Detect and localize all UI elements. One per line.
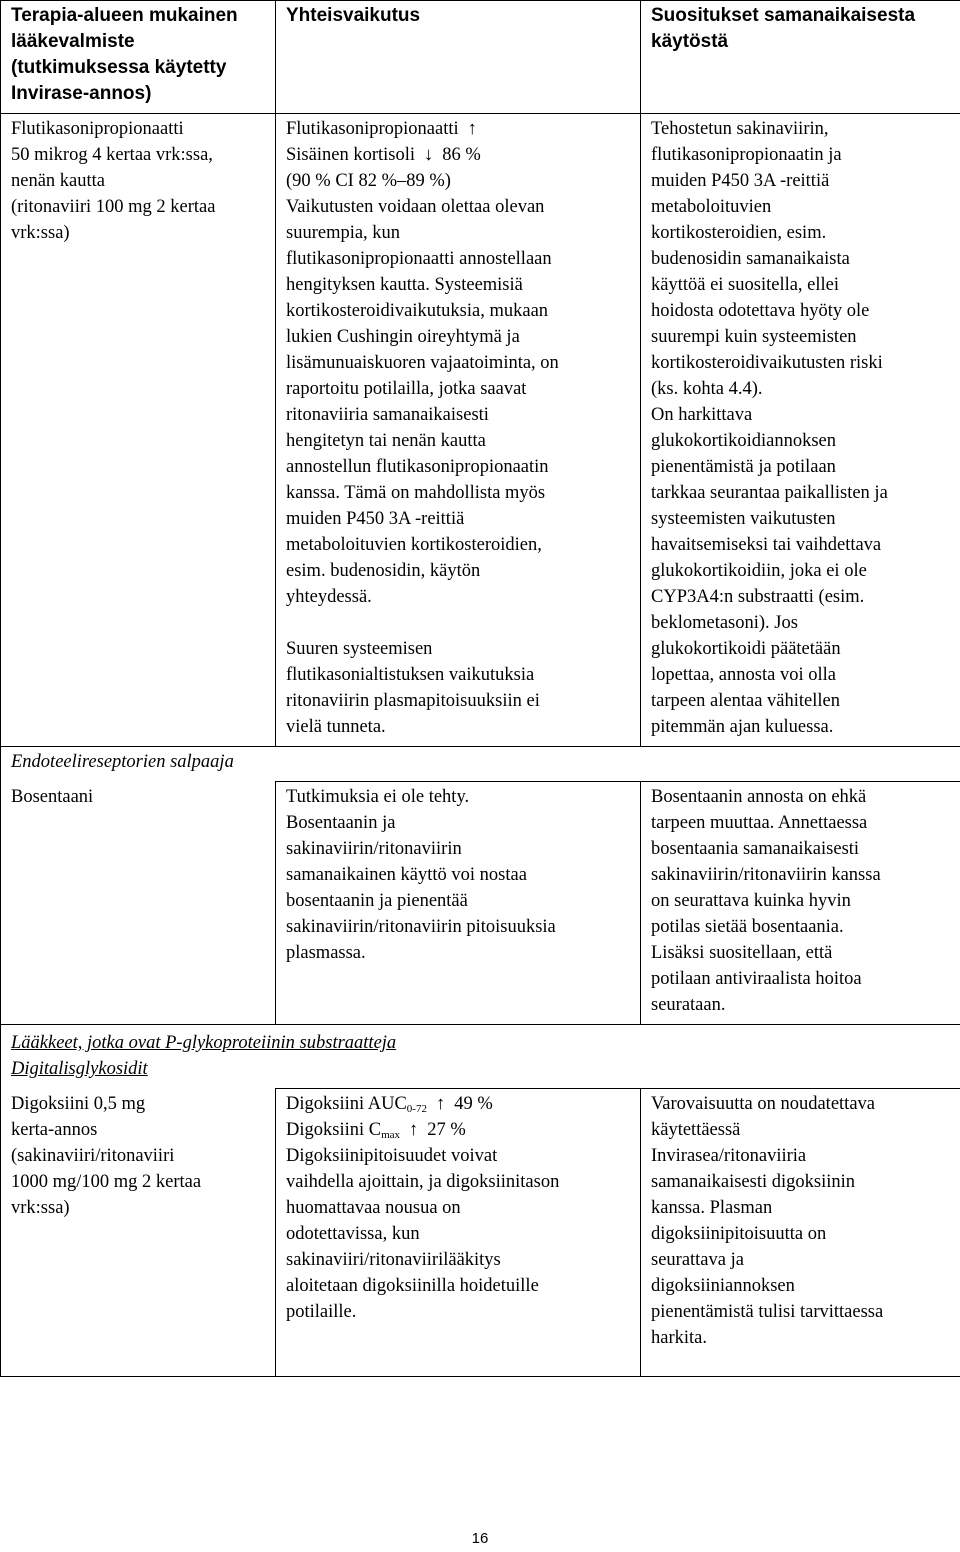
effect-line — [286, 1091, 630, 1117]
section-title: Endoteelireseptorien salpaaja — [11, 752, 234, 772]
effect-line: Digoksiinipitoisuudet voivat — [286, 1143, 630, 1169]
effect-text: Digoksiini AUC — [286, 1094, 407, 1114]
digoksiini-recommendation — [641, 1089, 960, 1377]
arrow-down-icon: ↓ — [420, 142, 438, 168]
effect-line: annostellun flutikasonipropionaatin — [286, 454, 630, 480]
drug-line: (sakinaviiri/ritonaviiri — [11, 1143, 265, 1169]
drug-line: vrk:ssa) — [11, 220, 265, 246]
recommendation-line: tarpeen alentaa vähitellen — [651, 688, 950, 714]
section-subtitle: Digitalisglykosidit — [11, 1056, 950, 1082]
subscript: max — [381, 1129, 400, 1141]
effect-line — [286, 116, 630, 142]
bosentaani-effect — [276, 782, 641, 1025]
recommendation-line: havaitsemiseksi tai vaihdettava — [651, 532, 950, 558]
recommendation-line: harkita. — [651, 1325, 950, 1351]
recommendation-line: kortikosteroidivaikutusten riski — [651, 350, 950, 376]
drug-line: vrk:ssa) — [11, 1195, 265, 1221]
effect-line: Tutkimuksia ei ole tehty. — [286, 784, 630, 810]
recommendation-line: hoidosta odotettava hyöty ole — [651, 298, 950, 324]
recommendation-line: pienentämistä ja potilaan — [651, 454, 950, 480]
effect-line: odotettavissa, kun — [286, 1221, 630, 1247]
recommendation-line: Varovaisuutta on noudatettava — [651, 1091, 950, 1117]
recommendation-line: sakinaviirin/ritonaviirin kanssa — [651, 862, 950, 888]
digoksiini-drug — [1, 1089, 276, 1377]
effect-line: (90 % CI 82 %–89 %) — [286, 168, 630, 194]
recommendation-line: samanaikaisesti digoksiinin — [651, 1169, 950, 1195]
bosentaani-row — [1, 782, 960, 1025]
drug-line: Flutikasonipropionaatti — [11, 116, 265, 142]
header-recommendation-line: käytöstä — [651, 29, 950, 55]
header-drug-line: lääkevalmiste — [11, 29, 265, 55]
effect-text: Sisäinen kortisoli — [286, 145, 415, 165]
effect-line: flutikasonialtistuksen vaikutuksia — [286, 662, 630, 688]
effect-line: lukien Cushingin oireyhtymä ja — [286, 324, 630, 350]
recommendation-line: flutikasonipropionaatin ja — [651, 142, 950, 168]
recommendation-line: digoksiinipitoisuutta on — [651, 1221, 950, 1247]
recommendation-line: pitemmän ajan kuluessa. — [651, 714, 950, 740]
drug-line: (ritonaviiri 100 mg 2 kertaa — [11, 194, 265, 220]
flutikasoni-drug — [1, 114, 276, 747]
recommendation-line: beklometasoni). Jos — [651, 610, 950, 636]
effect-line: ritonaviirin plasmapitoisuuksiin ei — [286, 688, 630, 714]
header-drug-line: Terapia-alueen mukainen — [11, 3, 265, 29]
effect-value: 49 % — [454, 1094, 493, 1114]
header-interaction — [276, 1, 641, 114]
recommendation-line: kortikosteroidien, esim. — [651, 220, 950, 246]
drug-line: Bosentaani — [11, 784, 265, 810]
recommendation-line: seurataan. — [651, 992, 950, 1018]
effect-line: vielä tunneta. — [286, 714, 630, 740]
effect-line: bosentaanin ja pienentää — [286, 888, 630, 914]
flutikasoni-row — [1, 114, 960, 747]
effect-line: muiden P450 3A -reittiä — [286, 506, 630, 532]
recommendation-line: muiden P450 3A -reittiä — [651, 168, 950, 194]
recommendation-line: käyttöä ei suositella, ellei — [651, 272, 950, 298]
header-recommendation-line: Suositukset samanaikaisesta — [651, 3, 950, 29]
arrow-up-icon: ↑ — [432, 1091, 450, 1117]
recommendation-line: CYP3A4:n substraatti (esim. — [651, 584, 950, 610]
recommendation-line: systeemisten vaikutusten — [651, 506, 950, 532]
effect-line: esim. budenosidin, käytön — [286, 558, 630, 584]
effect-line: lisämunuaiskuoren vajaatoiminta, on — [286, 350, 630, 376]
bosentaani-recommendation — [641, 782, 960, 1025]
header-recommendation — [641, 1, 960, 114]
header-drug — [1, 1, 276, 114]
effect-line: suurempia, kun — [286, 220, 630, 246]
recommendation-line: käytettäessä — [651, 1117, 950, 1143]
drug-line: 50 mikrog 4 kertaa vrk:ssa, — [11, 142, 265, 168]
header-drug-line: Invirase-annos) — [11, 81, 265, 107]
recommendation-line: kanssa. Plasman — [651, 1195, 950, 1221]
section-endoteelireseptorien — [1, 747, 960, 782]
effect-line: yhteydessä. — [286, 584, 630, 610]
recommendation-line: on seurattava kuinka hyvin — [651, 888, 950, 914]
arrow-up-icon: ↑ — [405, 1117, 423, 1143]
recommendation-line: Lisäksi suositellaan, että — [651, 940, 950, 966]
effect-line: raportoitu potilailla, jotka saavat — [286, 376, 630, 402]
recommendation-line: seurattava ja — [651, 1247, 950, 1273]
effect-line: vaihdella ajoittain, ja digoksiinitason — [286, 1169, 630, 1195]
recommendation-line: potilas sietää bosentaania. — [651, 914, 950, 940]
effect-line: sakinaviiri/ritonaviirilääkitys — [286, 1247, 630, 1273]
section-p-glykoproteiini — [1, 1025, 960, 1089]
effect-text: Digoksiini C — [286, 1120, 381, 1140]
effect-text: Flutikasonipropionaatti — [286, 119, 459, 139]
arrow-up-icon: ↑ — [463, 116, 481, 142]
drug-line: Digoksiini 0,5 mg — [11, 1091, 265, 1117]
effect-line: plasmassa. — [286, 940, 630, 966]
page-number: 16 — [0, 1526, 960, 1552]
recommendation-line: pienentämistä tulisi tarvittaessa — [651, 1299, 950, 1325]
recommendation-line: potilaan antiviraalista hoitoa — [651, 966, 950, 992]
recommendation-line: Tehostetun sakinaviirin, — [651, 116, 950, 142]
effect-line: Bosentaanin ja — [286, 810, 630, 836]
effect-line: ritonaviiria samanaikaisesti — [286, 402, 630, 428]
header-interaction-label: Yhteisvaikutus — [286, 3, 630, 29]
section-row-pgp — [1, 1025, 960, 1089]
drug-line: 1000 mg/100 mg 2 kertaa — [11, 1169, 265, 1195]
header-row — [1, 1, 960, 114]
effect-line: Vaikutusten voidaan olettaa olevan — [286, 194, 630, 220]
section-title: Lääkkeet, jotka ovat P-glykoproteiinin substraatteja — [11, 1030, 950, 1056]
digoksiini-effect — [276, 1089, 641, 1377]
flutikasoni-recommendation — [641, 114, 960, 747]
effect-line: sakinaviirin/ritonaviirin pitoisuuksia — [286, 914, 630, 940]
effect-line: potilaille. — [286, 1299, 630, 1325]
effect-value: 27 % — [427, 1120, 466, 1140]
recommendation-line: glukokortikoidi päätetään — [651, 636, 950, 662]
effect-line — [286, 1117, 630, 1143]
recommendation-line: suurempi kuin systeemisten — [651, 324, 950, 350]
recommendation-line: Bosentaanin annosta on ehkä — [651, 784, 950, 810]
effect-value: 86 % — [442, 145, 481, 165]
recommendation-line: metaboloituvien — [651, 194, 950, 220]
recommendation-line: tarpeen muuttaa. Annettaessa — [651, 810, 950, 836]
recommendation-line: budenosidin samanaikaista — [651, 246, 950, 272]
effect-line: Suuren systeemisen — [286, 636, 630, 662]
effect-line: sakinaviirin/ritonaviirin — [286, 836, 630, 862]
effect-line: flutikasonipropionaatti annostellaan — [286, 246, 630, 272]
recommendation-line: digoksiiniannoksen — [651, 1273, 950, 1299]
recommendation-line: (ks. kohta 4.4). — [651, 376, 950, 402]
effect-line: samanaikainen käyttö voi nostaa — [286, 862, 630, 888]
recommendation-line: glukokortikoidiin, joka ei ole — [651, 558, 950, 584]
bosentaani-drug — [1, 782, 276, 1025]
drug-line: nenän kautta — [11, 168, 265, 194]
effect-line: hengityksen kautta. Systeemisiä — [286, 272, 630, 298]
effect-line — [286, 142, 630, 168]
recommendation-line: bosentaania samanaikaisesti — [651, 836, 950, 862]
effect-line: aloitetaan digoksiinilla hoidetuille — [286, 1273, 630, 1299]
effect-line: huomattavaa nousua on — [286, 1195, 630, 1221]
recommendation-line: Invirasea/ritonaviiria — [651, 1143, 950, 1169]
digoksiini-row — [1, 1089, 960, 1377]
subscript: 0-72 — [407, 1103, 427, 1115]
recommendation-line: On harkittava — [651, 402, 950, 428]
effect-line: kortikosteroidivaikutuksia, mukaan — [286, 298, 630, 324]
recommendation-line: glukokortikoidiannoksen — [651, 428, 950, 454]
effect-line: metaboloituvien kortikosteroidien, — [286, 532, 630, 558]
recommendation-line: tarkkaa seurantaa paikallisten ja — [651, 480, 950, 506]
header-drug-line: (tutkimuksessa käytetty — [11, 55, 265, 81]
effect-line: hengitetyn tai nenän kautta — [286, 428, 630, 454]
flutikasoni-effect — [276, 114, 641, 747]
recommendation-line: lopettaa, annosta voi olla — [651, 662, 950, 688]
drug-line: kerta-annos — [11, 1117, 265, 1143]
section-row-endo — [1, 747, 960, 782]
effect-line: kanssa. Tämä on mahdollista myös — [286, 480, 630, 506]
